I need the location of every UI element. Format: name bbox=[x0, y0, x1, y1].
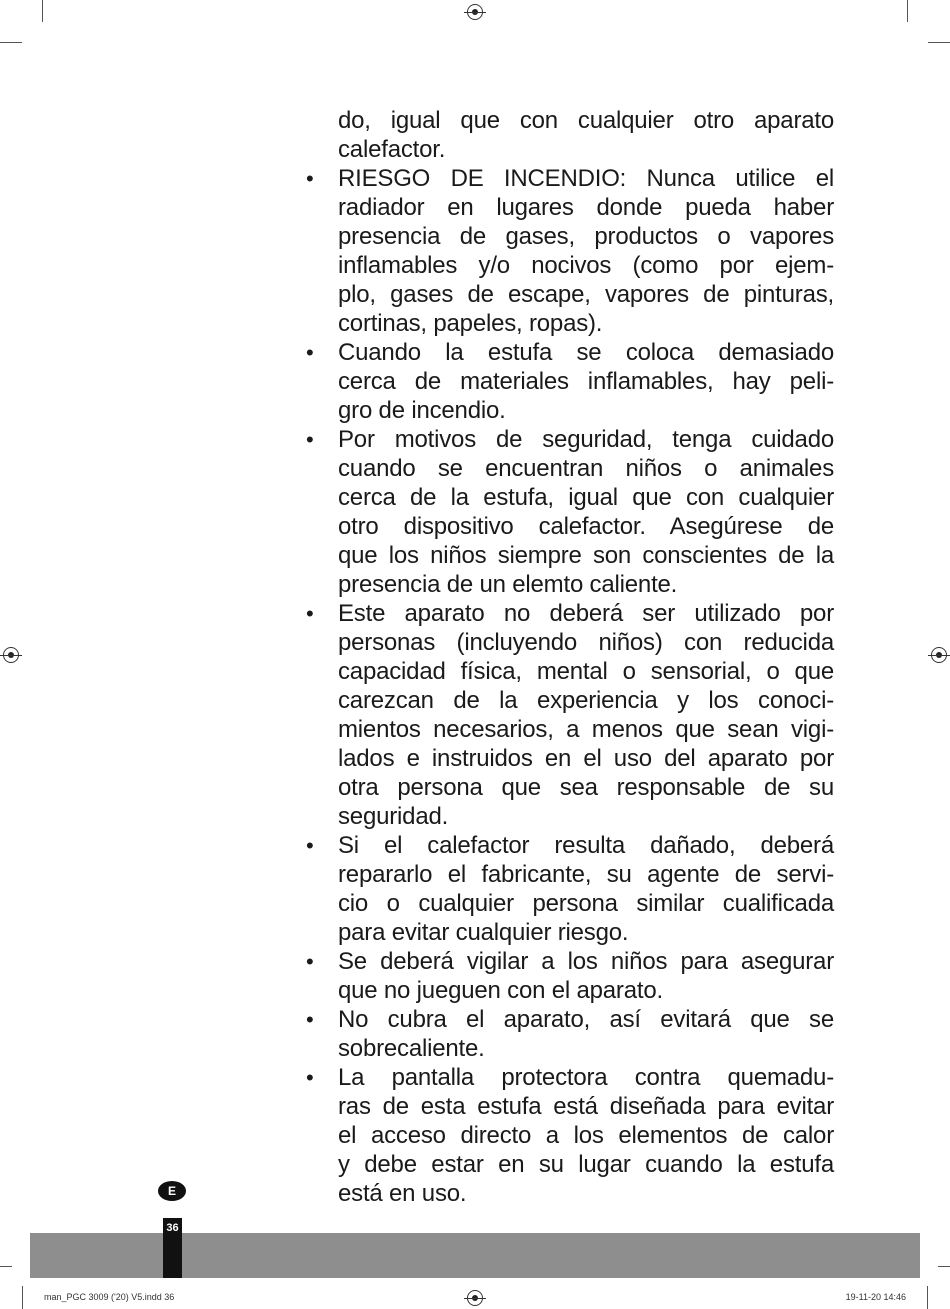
text-line: otra persona que sea responsable de su bbox=[338, 774, 834, 801]
crop-mark bbox=[907, 0, 908, 22]
text-line: otro dispositivo calefactor. Asegúrese de bbox=[338, 513, 834, 540]
bullet-icon: • bbox=[306, 1007, 314, 1032]
text-line: personas (incluyendo niños) con reducida bbox=[338, 629, 834, 656]
text-line: para evitar cualquier riesgo. bbox=[338, 919, 629, 946]
slug-filename: man_PGC 3009 ('20) V5.indd 36 bbox=[44, 1292, 175, 1302]
text-line: cuando se encuentran niños o animales bbox=[338, 455, 834, 482]
text-line: carezcan de la experiencia y los conoci- bbox=[338, 687, 834, 714]
crop-mark bbox=[22, 1286, 23, 1309]
bullet-item bbox=[306, 338, 834, 425]
text-line: repararlo el fabricante, su agente de servi- bbox=[338, 861, 834, 888]
bullet-icon: • bbox=[306, 166, 314, 191]
text-line: cerca de materiales inflamables, hay peli- bbox=[338, 368, 834, 395]
text-line: seguridad. bbox=[338, 803, 449, 830]
body-text bbox=[306, 106, 834, 1208]
text-line: cortinas, papeles, ropas). bbox=[338, 310, 603, 337]
bullet-item bbox=[306, 1005, 834, 1063]
text-line: ras de esta estufa está diseñada para evitar bbox=[338, 1093, 834, 1120]
text-line: RIESGO DE INCENDIO: Nunca utilice el bbox=[338, 165, 834, 192]
bullet-item bbox=[306, 164, 834, 338]
text-line: do, igual que con cualquier otro aparato bbox=[338, 107, 834, 134]
bullet-icon: • bbox=[306, 601, 314, 626]
text-line: está en uso. bbox=[338, 1180, 467, 1207]
text-line: Este aparato no deberá ser utilizado por bbox=[338, 600, 834, 627]
text-line: presencia de un elemto caliente. bbox=[338, 571, 678, 598]
paragraph bbox=[338, 106, 834, 164]
bullet-icon: • bbox=[306, 340, 314, 365]
bullet-icon: • bbox=[306, 833, 314, 858]
bullet-icon: • bbox=[306, 1065, 314, 1090]
bullet-item bbox=[306, 947, 834, 1005]
bullet-item bbox=[306, 1063, 834, 1208]
crop-mark bbox=[928, 42, 950, 43]
text-line: calefactor. bbox=[338, 136, 446, 163]
text-line: gro de incendio. bbox=[338, 397, 506, 424]
registration-mark-icon bbox=[467, 1290, 483, 1306]
text-line: cio o cualquier persona similar cualificada bbox=[338, 890, 834, 917]
text-line: Por motivos de seguridad, tenga cuidado bbox=[338, 426, 834, 453]
text-line: capacidad física, mental o sensorial, o que bbox=[338, 658, 834, 685]
registration-mark-icon bbox=[931, 647, 947, 663]
text-line: No cubra el aparato, así evitará que se bbox=[338, 1006, 834, 1033]
slug-datetime: 19-11-20 14:46 bbox=[845, 1292, 906, 1302]
bullet-item bbox=[306, 425, 834, 599]
text-line: inflamables y/o nocivos (como por ejem- bbox=[338, 252, 834, 279]
text-line: lados e instruidos en el uso del aparato por bbox=[338, 745, 834, 772]
bullet-icon: • bbox=[306, 427, 314, 452]
text-line: Cuando la estufa se coloca demasiado bbox=[338, 339, 834, 366]
text-line: cerca de la estufa, igual que con cualquier bbox=[338, 484, 834, 511]
bullet-item bbox=[306, 831, 834, 947]
crop-mark bbox=[0, 1266, 12, 1267]
text-line: presencia de gases, productos o vapores bbox=[338, 223, 834, 250]
registration-mark-icon bbox=[467, 4, 483, 20]
text-line: y debe estar en su lugar cuando la estufa bbox=[338, 1151, 834, 1178]
text-line: radiador en lugares donde pueda haber bbox=[338, 194, 834, 221]
crop-mark bbox=[927, 1286, 928, 1309]
page-number: 36 bbox=[163, 1218, 182, 1278]
text-line: sobrecaliente. bbox=[338, 1035, 485, 1062]
text-line: plo, gases de escape, vapores de pinturas, bbox=[338, 281, 834, 308]
text-line: Si el calefactor resulta dañado, deberá bbox=[338, 832, 834, 859]
bullet-item bbox=[306, 599, 834, 831]
crop-mark bbox=[0, 42, 22, 43]
crop-mark bbox=[42, 0, 43, 22]
text-line: que los niños siempre son conscientes de la bbox=[338, 542, 834, 569]
text-line: La pantalla protectora contra quemadu- bbox=[338, 1064, 834, 1091]
text-line: el acceso directo a los elementos de calor bbox=[338, 1122, 834, 1149]
language-badge: E bbox=[158, 1181, 186, 1201]
text-line: Se deberá vigilar a los niños para asegurar bbox=[338, 948, 834, 975]
crop-mark bbox=[938, 1266, 950, 1267]
text-line: mientos necesarios, a menos que sean vigi- bbox=[338, 716, 834, 743]
registration-mark-icon bbox=[3, 647, 19, 663]
bullet-icon: • bbox=[306, 949, 314, 974]
text-line: que no jueguen con el aparato. bbox=[338, 977, 663, 1004]
